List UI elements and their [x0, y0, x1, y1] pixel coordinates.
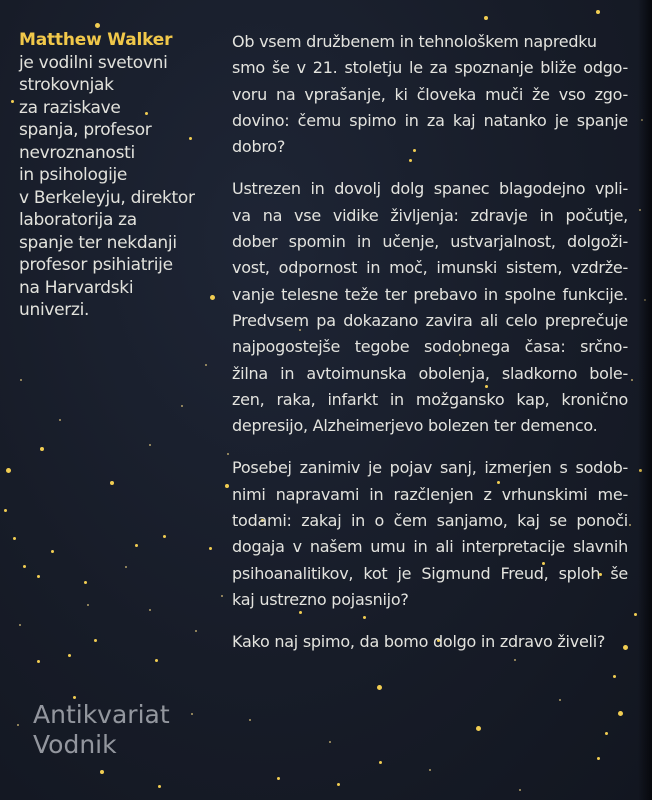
star-dot — [337, 783, 340, 786]
star-dot — [17, 724, 19, 726]
text-line: kaj ustrezno pojasnijo? — [232, 589, 409, 609]
text-line: vost, odpornost in moč, imunski sistem, vzdrže- — [232, 258, 628, 278]
blurb-paragraph-2 — [232, 176, 628, 439]
bio-line: spanje ter nekdanji — [19, 232, 177, 253]
bio-line: in psihologije — [19, 165, 128, 185]
bio-line: laboratorija za — [19, 210, 137, 230]
text-line: dovino: čemu spimo in za kaj natanko je spanje — [232, 110, 628, 130]
star-dot — [277, 777, 280, 780]
star-dot — [19, 624, 21, 626]
star-dot — [484, 16, 488, 20]
blurb-closing-question — [232, 629, 628, 655]
star-dot — [227, 453, 229, 455]
star-dot — [40, 447, 44, 451]
star-dot — [476, 726, 481, 731]
star-dot — [618, 711, 623, 716]
star-dot — [110, 481, 114, 485]
watermark-line: Vodnik — [33, 730, 117, 759]
star-dot — [221, 595, 223, 597]
star-dot — [629, 524, 631, 526]
text-line: Predvsem pa dokazano zavira ali celo preprečuje — [232, 310, 628, 330]
text-line: dogaja v našem umu in ali interpretacije slavnih — [232, 537, 628, 557]
star-dot — [68, 654, 71, 657]
star-dot — [379, 761, 382, 764]
text-line: Posebej zanimiv je pojav sanj, izmerjen s sodob- — [232, 458, 628, 478]
star-dot — [100, 770, 104, 774]
star-dot — [377, 685, 382, 690]
star-dot — [13, 537, 16, 540]
star-dot — [559, 699, 561, 701]
blurb-paragraph-1 — [232, 29, 628, 160]
star-dot — [125, 566, 127, 568]
star-dot — [4, 509, 7, 512]
bio-line: univerzi. — [19, 300, 90, 320]
star-dot — [596, 10, 600, 14]
star-dot — [195, 630, 197, 632]
text-line: psihoanalitikov, kot je Sigmund Freud, sploh še — [232, 563, 628, 583]
star-dot — [631, 379, 633, 381]
bio-line: je vodilni svetovni — [19, 52, 168, 73]
star-dot — [94, 639, 97, 642]
star-dot — [634, 613, 637, 616]
star-dot — [597, 757, 600, 760]
author-bio — [19, 29, 219, 322]
star-dot — [158, 785, 161, 788]
text-line: depresijo, Alzheimerjevo bolezen ter demenco. — [232, 416, 598, 436]
star-dot — [429, 769, 431, 771]
text-line: va na vse vidike življenja: zdravje in počutje, — [232, 205, 628, 225]
star-dot — [181, 405, 183, 407]
text-line: Ob vsem družbenem in tehnološkem napredku — [232, 32, 597, 51]
star-dot — [37, 660, 40, 663]
star-dot — [613, 675, 616, 678]
star-dot — [135, 544, 138, 547]
text-line: smo še v 21. stoletju le za spoznanje bliže odgo- — [232, 58, 628, 78]
text-line: voru na vprašanje, ki človeka muči že vso zgo- — [232, 84, 628, 104]
bio-line: na Harvardski — [19, 277, 134, 298]
author-name: Matthew Walker — [19, 30, 173, 50]
text-line: dobro? — [232, 137, 286, 157]
text-line: Kako naj spimo, da bomo dolgo in zdravo živeli? — [232, 632, 606, 652]
star-dot — [149, 444, 151, 446]
bio-line: v Berkeleyju, direktor — [19, 187, 195, 208]
text-line: nimi napravami in razčlenjen z vrhunskimi me- — [232, 484, 628, 504]
text-line: todami: zakaj in o čem sanjamo, kaj se ponoči — [232, 511, 628, 531]
star-dot — [51, 550, 54, 553]
blurb-text — [232, 29, 628, 672]
text-line: Ustrezen in dovolj dolg spanec blagodejno vpli- — [232, 179, 628, 199]
bio-line: nevroznanosti — [19, 142, 135, 163]
bio-line: strokovnjak — [19, 75, 114, 95]
star-dot — [20, 379, 22, 381]
bio-line: za raziskave — [19, 97, 121, 118]
text-line: vanje telesne teže ter prebavo in spolne funkcije. — [232, 284, 628, 304]
star-dot — [95, 23, 100, 28]
star-dot — [149, 609, 151, 611]
star-dot — [59, 419, 61, 421]
blurb-paragraph-3 — [232, 455, 628, 613]
star-dot — [605, 732, 608, 735]
star-dot — [329, 741, 331, 743]
star-dot — [205, 364, 207, 366]
watermark-line: Antikvariat — [33, 700, 170, 729]
spine-shadow — [638, 0, 652, 800]
star-dot — [249, 719, 251, 721]
star-dot — [191, 713, 193, 715]
bio-line: spanja, profesor — [19, 120, 152, 140]
star-dot — [87, 604, 89, 606]
star-dot — [163, 535, 166, 538]
text-line: dober spomin in učenje, ustvarjalnost, dolgoži- — [232, 232, 628, 252]
star-dot — [519, 789, 521, 791]
watermark — [33, 700, 170, 760]
star-dot — [155, 659, 158, 662]
star-dot — [6, 468, 11, 473]
star-dot — [84, 581, 87, 584]
text-line: zen, raka, infarkt in možgansko kap, kronično — [232, 389, 628, 409]
star-dot — [37, 575, 40, 578]
text-line: žilna in avtoimunska obolenja, sladkorno bole- — [232, 363, 628, 383]
star-dot — [209, 547, 212, 550]
star-dot — [73, 696, 76, 699]
star-dot — [11, 100, 14, 103]
star-dot — [225, 484, 229, 488]
star-dot — [23, 565, 26, 568]
text-line: najpogostejše tegobe sodobnega časa: srčno- — [232, 337, 628, 357]
bio-line: profesor psihiatrije — [19, 255, 173, 275]
